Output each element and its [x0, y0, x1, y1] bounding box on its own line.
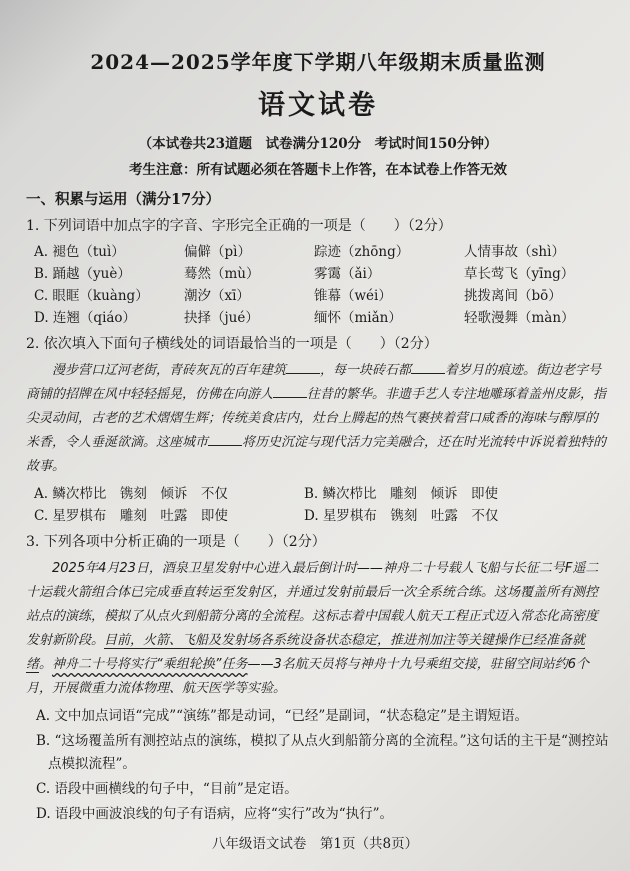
q1-opt: 抉择（jué）	[184, 310, 259, 326]
exam-info: （本试卷共23道题 试卷满分120分 考试时间150分钟）	[138, 136, 498, 152]
exam-notice: 考生注意：所有试题必须在答题卡上作答，在本试卷上作答无效	[129, 162, 507, 178]
q2-text: 着岁月的痕迹。街边老字号商铺的招牌在风中轻轻摇晃，仿佛在向游人	[26, 363, 602, 402]
q3-underlined-sentence: 目前，火箭、飞船及发射场各系统设备状态稳定，推进剂加注等关键操作已经准备就绪	[26, 633, 586, 672]
page-footer: 八年级语文试卷 第1页（共8页）	[211, 836, 419, 852]
q3-text: 2025年4月23日，酒泉卫星发射中心进入最后倒计时——神舟二十号载人飞船与长征二号F遥二十运载火箭组合体已完成垂直转运至发射区，并通过发射前最后一次全系统合练。这场覆盖所有测控站点的演练，模拟了从点火到船箭分离的全流程。这标志着中国载人航天工程正式迈入常态化高密度发射新阶段。	[26, 561, 599, 648]
q2-text: ，每一块砖石都	[320, 363, 412, 378]
q2-opt: C. 星罗棋布 雕刻 吐露 即使	[34, 508, 228, 524]
q1-opt: 雾霭（ǎi）	[314, 266, 381, 282]
q1-opt: 草长莺飞（yīng）	[464, 266, 575, 282]
q2-text: 将历史沉淀与现代活力完美融合，还在时光流转中诉说着独特的故事。	[26, 435, 607, 474]
q3-text: ——3名航天员将与神舟十九号乘组交接，驻留空间站约6个月，开展微重力流体物理、航天医学等实验。	[26, 657, 590, 696]
q1-stem: 1. 下列词语中加点字的字音、字形完全正确的一项是（ ）（2分）	[26, 218, 452, 234]
q1-opt: A. 褪色（tuì）	[34, 244, 125, 260]
fill-blank	[286, 359, 320, 374]
q1-opt: 锥幕（wéi）	[314, 288, 392, 304]
q2-opt: A. 鳞次栉比 镌刻 倾诉 不仅	[34, 486, 228, 502]
q2-text: 漫步营口辽河老街，青砖灰瓦的百年建筑	[52, 363, 287, 378]
q1-opt: B. 踊越（yuè）	[34, 266, 131, 282]
fill-blank	[273, 383, 307, 398]
q1-opt: 挑拨离间（bō）	[464, 288, 562, 304]
q3-stem: 3. 下列各项中分析正确的一项是（ ）（2分）	[26, 534, 326, 550]
q1-opt: 踪迹（zhōng）	[314, 244, 410, 260]
fill-blank	[208, 431, 242, 446]
q3-text: 。	[39, 657, 53, 672]
q1-opt: 偏僻（pì）	[184, 244, 251, 260]
q3-opt-b: B. “这场覆盖所有测控站点的演练，模拟了从点火到船箭分离的全流程。”这句话的主干是“测控站点模拟流程”。	[36, 733, 609, 772]
exam-title: 2024—2025学年度下学期八年级期末质量监测	[90, 50, 546, 74]
q2-text: 往昔的繁华。非遗手艺人专注地雕琢着盖州皮影，指尖灵动间，古老的艺术熠熠生辉；传统美食店内，灶台上腾起的热气裹挟着营口咸香的海味与醇厚的米香，令人垂涎欲滴。这座城市	[26, 387, 607, 450]
q2-opt: B. 鳞次栉比 雕刻 倾诉 即使	[304, 486, 499, 502]
q1-opt: 潮汐（xī）	[184, 288, 250, 304]
q2-passage	[26, 359, 610, 479]
q1-opt: D. 连翘（qiáo）	[34, 310, 137, 326]
fill-blank	[411, 359, 445, 374]
q1-opt: 人情事故（shì）	[464, 244, 565, 260]
q1-options	[34, 241, 610, 329]
q2-opt: D. 星罗棋布 镌刻 吐露 不仅	[304, 508, 499, 524]
q1-opt: 蓦然（mù）	[184, 266, 260, 282]
q3-opt-a: A. 文中加点词语“完成”“演练”都是动词，“已经”是副词，“状态稳定”是主谓短语。	[36, 708, 529, 724]
section-title: 一、积累与运用（满分17分）	[26, 191, 221, 208]
exam-subtitle: 语文试卷	[258, 90, 378, 121]
q2-stem: 2. 依次填入下面句子横线处的词语最恰当的一项是（ ）（2分）	[26, 336, 438, 352]
q3-wavy-sentence: 神舟二十号将实行“乘组轮换”任务	[52, 657, 248, 672]
q1-opt: C. 眼眶（kuàng）	[34, 288, 149, 304]
q1-opt: 轻歌漫舞（màn）	[464, 310, 575, 326]
q3-opt-c: C. 语段中画横线的句子中，“目前”是定语。	[36, 781, 298, 797]
q1-opt: 缅怀（miǎn）	[314, 310, 402, 326]
q3-opt-d: D. 语段中画波浪线的句子有语病，应将“实行”改为“执行”。	[36, 806, 394, 822]
q2-options	[34, 483, 610, 527]
q3-passage	[26, 557, 610, 701]
